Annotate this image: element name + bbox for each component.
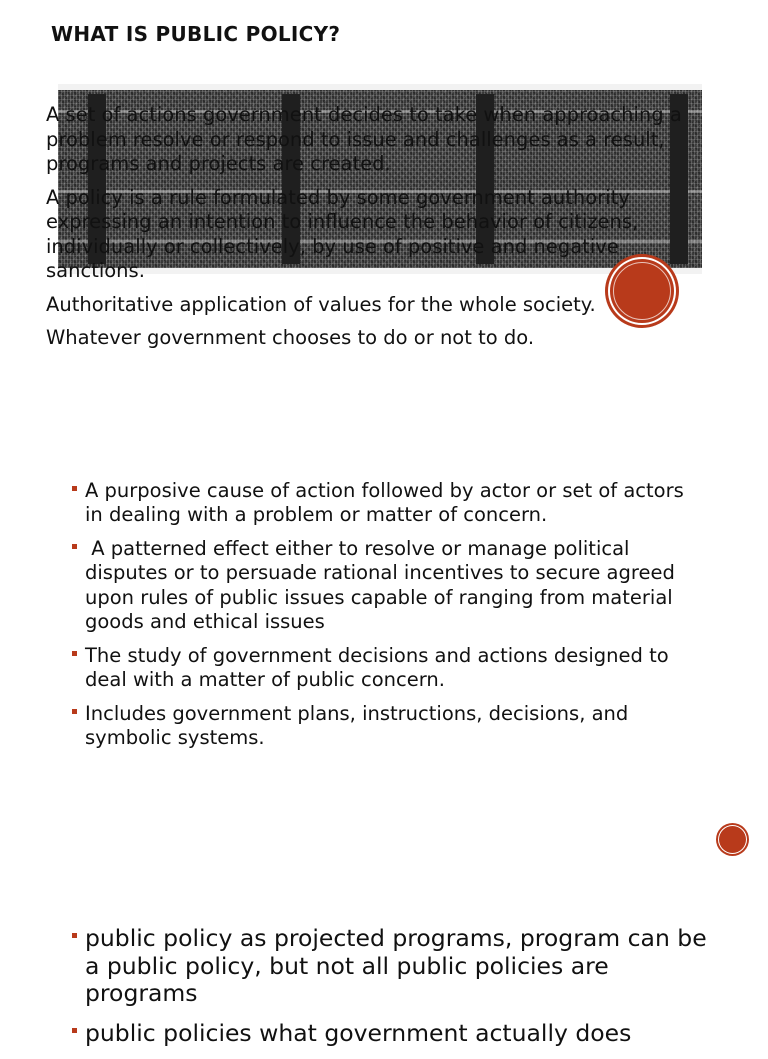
bullet-item	[72, 537, 702, 634]
definition-paragraph: A set of actions government decides to take when approaching a problem resolve or respond to issue and challenges as a result, programs and projects are created.	[46, 103, 682, 175]
bullet-list	[72, 479, 702, 760]
bullet-text: A patterned effect either to resolve or manage political disputes or to persuade rational incentives to secure agreed upon rules of public issues capable of ranging from material goods and ethical issues	[85, 537, 682, 633]
square-bullet-icon	[72, 1028, 77, 1033]
definition-paragraph: Whatever government chooses to do or not to do.	[46, 326, 535, 349]
bullet-item	[72, 925, 712, 1008]
bullet-item	[72, 1020, 712, 1048]
decorative-circle-small	[718, 825, 747, 854]
square-bullet-icon	[72, 933, 77, 938]
bullet-list-large	[72, 925, 712, 1059]
bullet-item	[72, 479, 702, 528]
square-bullet-icon	[72, 544, 77, 549]
bullet-text: A purposive cause of action followed by actor or set of actors in dealing with a problem or matter of concern.	[85, 479, 684, 527]
page-title: WHAT IS PUBLIC POLICY?	[51, 22, 341, 46]
square-bullet-icon	[72, 651, 77, 656]
definitions-block	[46, 103, 706, 360]
bullet-text: public policies what government actually does	[85, 1018, 632, 1047]
bullet-item	[72, 702, 702, 751]
bullet-text: The study of government decisions and actions designed to deal with a matter of public concern.	[85, 643, 669, 692]
definition-paragraph: A policy is a rule formulated by some government authority expressing an intention to influence the behavior of citizens, individually or collectively, by use of positive and negative sanctions.	[46, 185, 639, 282]
bullet-text: public policy as projected programs, program can be a public policy, but not all public policies are programs	[85, 924, 707, 1007]
definition-paragraph: Authoritative application of values for the whole society.	[46, 292, 596, 316]
bullet-item	[72, 644, 702, 693]
square-bullet-icon	[72, 709, 77, 714]
bullet-text: Includes government plans, instructions, decisions, and symbolic systems.	[85, 701, 629, 750]
square-bullet-icon	[72, 486, 77, 491]
